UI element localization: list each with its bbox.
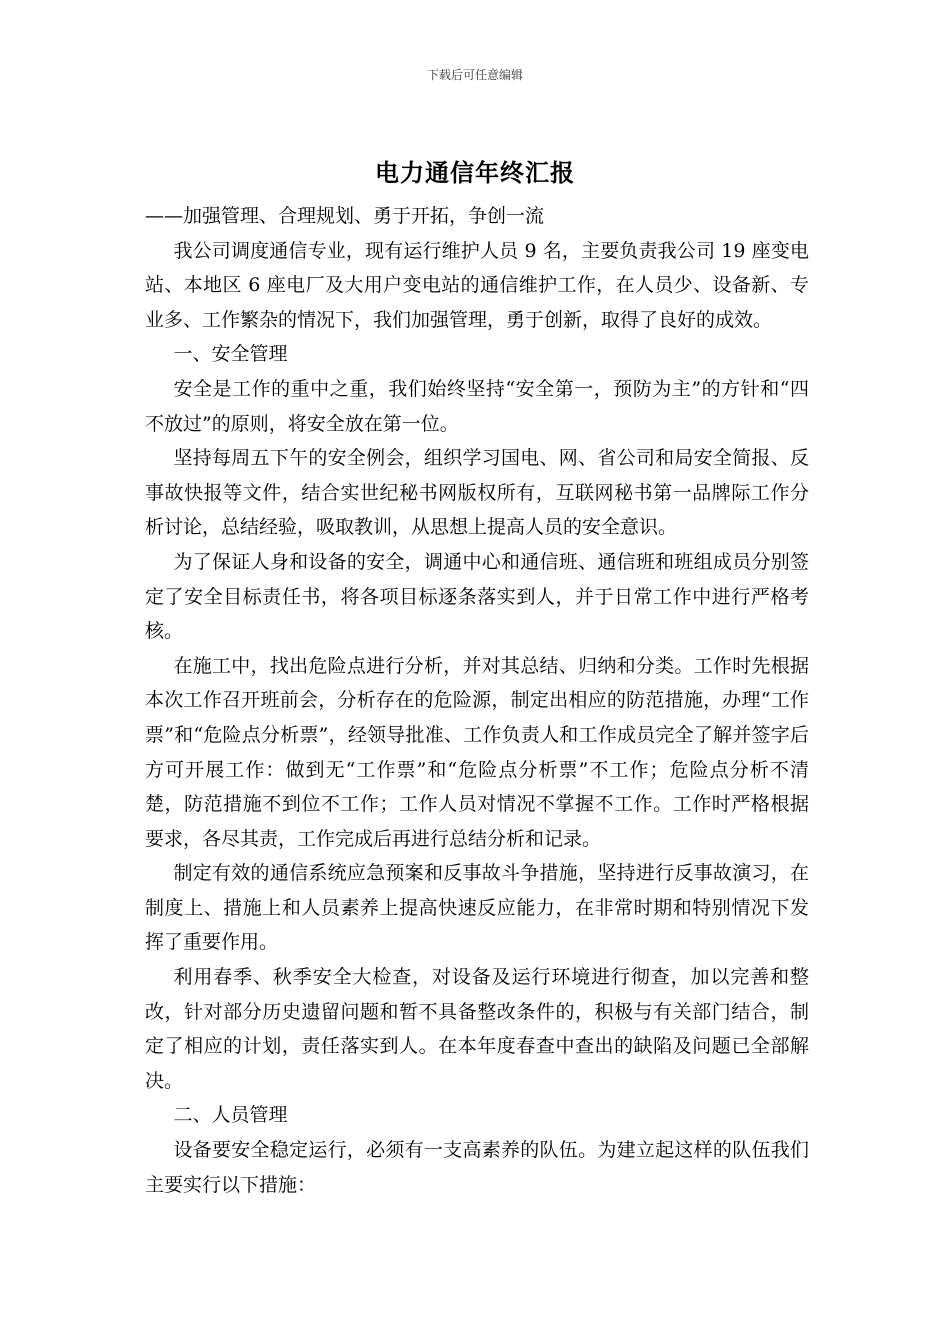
paragraph-intro: 我公司调度通信专业，现有运行维护人员 9 名，主要负责我公司 19 座变电站、本地区 6 座电厂及大用户变电站的通信维护工作，在人员少、设备新、专业多、工作繁杂的情况下，我们加强管理，勇于创新，取得了良好的成效。 [145,239,809,331]
document-subtitle: ——加强管理、合理规划、勇于开拓，争创一流 [145,205,545,227]
paragraph-safety-meeting: 坚持每周五下午的安全例会，组织学习国电、网、省公司和局安全简报、反事故快报等文件，结合实世纪秘书网版权所有，互联网秘书第一品牌际工作分析讨论，总结经验，吸取教训，从思想上提高人员的安全意识。 [145,447,809,539]
paragraph-emergency-plan: 制定有效的通信系统应急预案和反事故斗争措施，坚持进行反事故演习，在制度上、措施上和人员素养上提高快速反应能力，在非常时期和特别情况下发挥了重要作用。 [145,862,809,954]
paragraph-responsibility: 为了保证人身和设备的安全，调通中心和通信班、通信班和班组成员分别签定了安全目标责任书，将各项目标逐条落实到人，并于日常工作中进行严格考核。 [145,550,809,643]
header-note: 下载后可任意编辑 [426,68,523,82]
section-heading-safety: 一、安全管理 [173,343,288,366]
paragraph-personnel-intro: 设备要安全稳定运行，必须有一支高素养的队伍。为建立起这样的队伍我们主要实行以下措施： [145,1139,809,1196]
paragraph-safety-principle: 安全是工作的重中之重，我们始终坚持“安全第一，预防为主”的方针和“四不放过”的原则，将安全放在第一位。 [145,377,809,435]
paragraph-risk-analysis: 在施工中，找出危险点进行分析，并对其总结、归纳和分类。工作时先根据本次工作召开班前会，分析存在的危险源，制定出相应的防范措施，办理“工作票”和“危险点分析票”，经领导批准、工作负责人和工作成员完全了解并签字后方可开展工作：做到无“工作票”和“危险点分析票”不工作；危险点分析不清楚，防范措施不到位不工作；工作人员对情况不掌握不工作。工作时严格根据要求，各尽其责，工作完成后再进行总结分析和记录。 [145,654,809,850]
paragraph-inspection: 利用春季、秋季安全大检查，对设备及运行环境进行彻查，加以完善和整改，针对部分历史遗留问题和暂不具备整改条件的，积极与有关部门结合，制定了相应的计划，责任落实到人。在本年度春查中查出的缺陷及问题已全部解决。 [145,966,809,1092]
document-body [145,199,809,1202]
document-title: 电力通信年终汇报 [375,159,575,187]
section-heading-personnel: 二、人员管理 [173,1104,288,1127]
